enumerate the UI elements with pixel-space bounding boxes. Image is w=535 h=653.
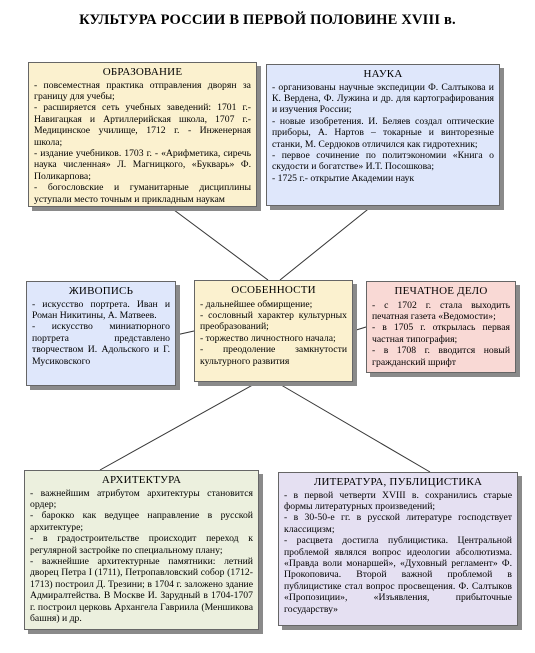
connector-painting: [176, 331, 194, 335]
science-item: - новые изобретения. И. Беляев создал оптические приборы, А. Нартов – токарные и винторезные станки, М. Сердюков отличился как гидротехник;: [272, 115, 494, 150]
science-item: - организованы научные экспедиции Ф. Салтыкова и К. Вердена, Ф. Лужина и др. для картографирования и изучения России;: [272, 81, 494, 116]
printing-item: - с 1702 г. стала выходить печатная газета «Ведомости»;: [372, 299, 510, 322]
painting-item: - искусство миниатюрного портрета представлено творчеством И. Адольского и Г. Мусиковского: [32, 321, 170, 367]
literature-item: - расцвета достигла публицистика. Центральной проблемой являлся вопрос идеологии абсолютизма. «Правда воли монаршей», «Духовный регламент» Ф. Прокоповича. Второй важной проблемой в публицистике стал вопрос просвещения. Ф. Салтыков «Пропозиции», «Изъявления, прибыточные государству»: [284, 535, 512, 615]
education-item: - богословские и гуманитарные дисциплины уступали место точным и прикладным наукам: [34, 182, 251, 205]
architecture-item: - важнейшие архитектурные памятники: летний дворец Петра I (1711), Петропавловский собор (1712-1713) построил Д. Трезини; в 1704 г. заложено здание Адмиралтейства. В Москве И. Зарудный в 1704-1707 г. построил церковь Архангела Гавриила (Меншикова башня) и др.: [30, 555, 253, 624]
science-item: - 1725 г.- открытие Академии наук: [272, 172, 415, 184]
features-item: - сословный характер культурных преобразований;: [200, 309, 347, 333]
connector-printing: [353, 327, 366, 331]
printing-box: [366, 281, 516, 373]
education-item: - издание учебников. 1703 г. - «Арифметика, сиречь наука численная» Л. Магницкого, «Букварь» Ф. Поликарпова;: [34, 147, 251, 182]
features-box: [194, 280, 353, 382]
architecture-item: - важнейшим атрибутом архитектуры становится ордер;: [30, 487, 253, 510]
education-box: [28, 62, 257, 207]
literature-item: - в первой четверти XVIII в. сохранились старые формы литературных произведений;: [284, 489, 512, 512]
education-heading: ОБРАЗОВАНИЕ: [102, 66, 183, 78]
painting-heading: ЖИВОПИСЬ: [68, 285, 134, 297]
page-title: КУЛЬТУРА РОССИИ В ПЕРВОЙ ПОЛОВИНЕ XVIII в.: [79, 12, 456, 28]
architecture-heading: АРХИТЕКТУРА: [101, 474, 182, 486]
connector-science: [280, 206, 372, 280]
science-item: - первое сочинение по политэкономии «Книга о скудости и богатстве» И.Т. Посошкова;: [272, 149, 494, 173]
science-heading: НАУКА: [363, 68, 403, 80]
literature-item: - в 30-50-е гг. в русской литературе господствует классицизм;: [284, 512, 512, 535]
connector-literature: [276, 382, 430, 472]
painting-box: [26, 281, 176, 386]
painting-item: - искусство портрета. Иван и Роман Никитины, А. Матвеев.: [32, 298, 170, 321]
architecture-box: [24, 470, 259, 630]
features-heading: ОСОБЕННОСТИ: [231, 284, 316, 296]
architecture-item: - в градостроительстве происходит переход к регулярной застройке по специальному плану;: [30, 533, 253, 556]
education-item: - повсеместная практика отправления дворян за границу для учебы;: [34, 79, 251, 102]
connector-education: [170, 207, 268, 280]
connector-architecture: [100, 382, 258, 470]
literature-box: [278, 472, 518, 626]
printing-item: - в 1705 г. открылась первая частная типография;: [372, 322, 510, 345]
features-item: - торжество личностного начала;: [200, 332, 336, 344]
features-item: - преодоление замкнутости культурного развития: [200, 344, 347, 367]
literature-heading: ЛИТЕРАТУРА, ПУБЛИЦИСТИКА: [313, 476, 483, 488]
printing-heading: ПЕЧАТНОЕ ДЕЛО: [394, 285, 488, 297]
education-item: - расширяется сеть учебных заведений: 1701 г.- Навигацкая и Артиллерийская школа, 1707 г.- Медицинское училище, 1712 г. - Инженерная школа;: [34, 102, 251, 148]
features-item: - дальнейшее обмирщение;: [200, 298, 313, 310]
architecture-item: - барокко как ведущее направление в русской архитектуре;: [30, 510, 253, 533]
science-box: [266, 64, 500, 206]
printing-item: - в 1708 г. вводится новый гражданский шрифт: [372, 345, 510, 368]
